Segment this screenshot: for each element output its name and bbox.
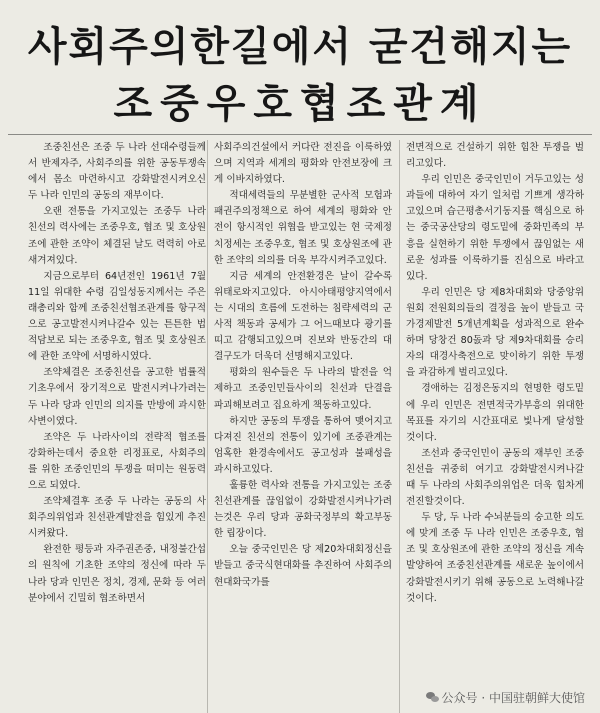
article-paragraph: 사회주의건설에서 커다란 전진을 이룩하였으며 지역과 세계의 평화와 안전보장에 크게 이바지하였다.	[214, 142, 392, 186]
wechat-icon	[426, 692, 439, 703]
article-paragraph: 지금 세계의 안전환경은 날이 갈수록 위태로와지고있다. 아시아태평양지역에서는 시대의 흐름에 도전하는 침략세력의 군사적 책동과 공세가 그 어느때보다 광기를 띠고 감행되고있으며 진보와 반동간의 대결구도가 더욱더 선명해지고있다.	[214, 270, 392, 363]
headline-divider	[8, 134, 592, 135]
article-column-3	[406, 140, 584, 713]
article-paragraph: 오랜 전통을 가지고있는 조중두 나라 친선의 력사에는 조중우호, 협조 및 호상원조에 관한 조약이 체결된 날도 력력히 아로새겨져있다.	[28, 206, 206, 266]
column-divider	[399, 140, 400, 713]
article-paragraph: 경애하는 김정은동지의 현명한 령도밑에 우리 인민은 전면적국가부흥의 위대한 목표를 자기의 시간표대로 빛나게 달성할것이다.	[406, 383, 584, 443]
article-paragraph: 전면적으로 건설하기 위한 힘찬 투쟁을 벌리고있다.	[406, 142, 584, 170]
article-paragraph: 조약체결후 조중 두 나라는 공동의 사회주의위업과 친선관계발전을 힘있게 추진시켜왔다.	[28, 496, 206, 540]
article-paragraph: 완전한 평등과 자주권존중, 내정불간섭의 원칙에 기초한 조약의 정신에 따라 두 나라 당과 인민은 정치, 경제, 문화 등 여러 분야에서 긴밀히 협조하면서	[28, 544, 206, 604]
article-paragraph: 하지만 공동의 투쟁을 통하여 맺어지고 다져진 친선의 전통이 있기에 조중관계는 엄혹한 환경속에서도 공고성과 불패성을 과시하고있다.	[214, 415, 392, 475]
article-paragraph: 조중친선은 조중 두 나라 선대수령들께서 반제자주, 사회주의를 위한 공동투쟁속에서 몸소 마련하시고 강화발전시켜오신 두 나라 인민의 공동의 재부이다.	[28, 142, 206, 202]
headline-line-1: 사회주의한길에서 굳건해지는	[27, 24, 573, 70]
article-paragraph: 지금으로부터 64년전인 1961년 7월 11일 위대한 수령 김일성동지께서는 주은래총리와 함께 조중친선협조관계를 항구적으로 공고발전시켜나갈수 있는 튼튼한 법적담보로 되는 조중우호, 협조 및 호상원조에 관한 조약에 서명하시였다.	[28, 270, 206, 363]
article-paragraph: 평화의 원수들은 두 나라의 발전을 억제하고 조중인민들사이의 친선과 단결을 파괴해보려고 집요하게 책동하고있다.	[214, 367, 392, 411]
article-paragraph: 적대세력들의 무분별한 군사적 모험과 패권주의정책으로 하여 세계의 평화와 안전이 항시적인 위협을 받고있는 현 국제정치정세는 조중우호, 협조 및 호상원조에 관한 조약의 의의를 더욱 부각시켜주고있다.	[214, 190, 392, 266]
column-divider	[207, 140, 208, 713]
article-paragraph: 우리 인민은 중국인민이 거두고있는 성과들에 대하여 자기 일처럼 기쁘게 생각하고있으며 습근평총서기동지를 핵심으로 하는 중국공산당의 령도밑에 중화민족의 부흥을 실현하기 위한 투쟁에서 끊임없는 새로운 성과를 이룩하기를 진심으로 바라고있다.	[406, 174, 584, 282]
article-column-2	[214, 140, 392, 713]
article-paragraph: 오늘 중국인민은 당 제20차대회정신을 받들고 중국식현대화를 추진하여 사회주의현대화국가를	[214, 544, 392, 588]
article-paragraph: 조약체결은 조중친선을 공고한 법률적기초우에서 장기적으로 발전시켜나가려는 두 나라 당과 인민의 의지를 만방에 과시한 사변이였다.	[28, 367, 206, 427]
article-paragraph: 훌륭한 력사와 전통을 가지고있는 조중친선관계를 끊임없이 강화발전시켜나가려는것은 우리 당과 공화국정부의 확고부동한 립장이다.	[214, 479, 392, 540]
watermark-text: 公众号 · 中国驻朝鲜大使馆	[441, 691, 585, 705]
article-paragraph: 두 당, 두 나라 수뇌분들의 숭고한 의도에 맞게 조중 두 나라 인민은 조중우호, 협조 및 호상원조에 관한 조약의 정신을 계속 발양하여 조중친선관계를 새로운 높이에서 강화발전시키기 위해 공동으로 노력해나갈것이다.	[406, 512, 584, 604]
article-paragraph: 조선과 중국인민이 공동의 재부인 조중친선을 귀중히 여기고 강화발전시켜나갈 때 두 나라의 사회주의위업은 더욱 힘차게 전진할것이다.	[406, 447, 584, 508]
article-column-1	[28, 140, 206, 713]
headline-line-2: 조중우호협조관계	[113, 81, 487, 127]
article-paragraph: 우리 인민은 당 제8차대회와 당중앙위원회 전원회의들의 결정을 높이 받들고 국가경제발전 5개년계획을 성과적으로 완수하며 당창건 80돐과 당 제9차대회를 승리자의 대경사축전으로 맞이하기 위한 투쟁을 과감하게 벌리고있다.	[406, 286, 584, 379]
source-watermark	[423, 689, 588, 707]
article-paragraph: 조약은 두 나라사이의 전략적 협조를 강화하는데서 중요한 리정표로, 사회주의를 위한 조중인민의 투쟁을 떠미는 원동력으로 되였다.	[28, 431, 206, 491]
